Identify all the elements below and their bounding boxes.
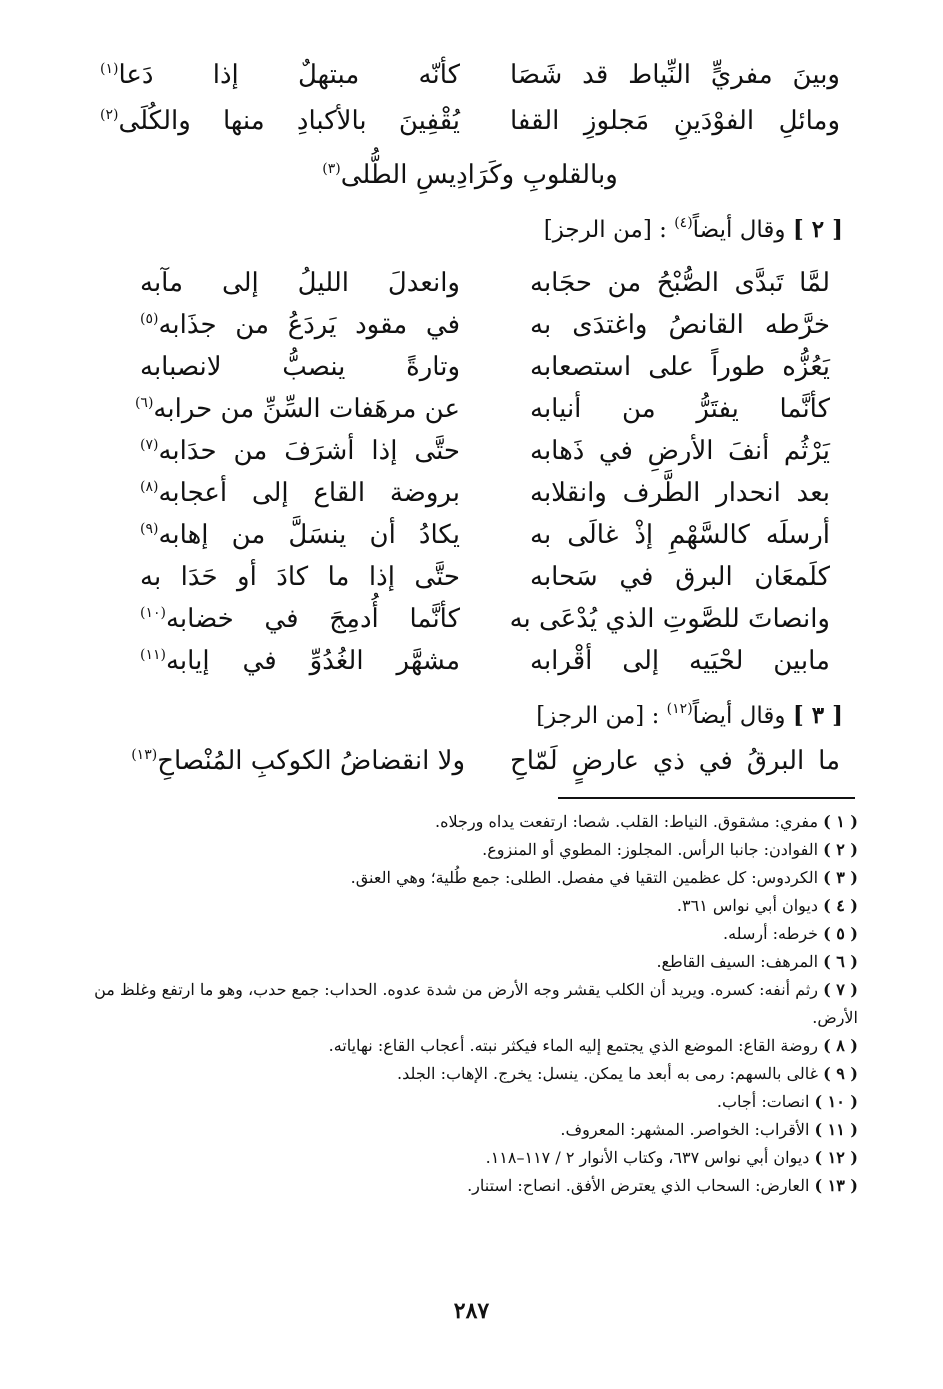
footnote-ref: (٨) (140, 479, 159, 495)
verse (105, 738, 840, 784)
verse (140, 346, 830, 388)
verse-ajz-text: عن مرهَفات السِّنِّ من حرابه (153, 394, 460, 424)
footnote-ref: (١١) (140, 647, 166, 663)
footnote-text: الفوادن: جانبا الرأس. المجلوز: المطوي أو المنزوع. (482, 840, 819, 859)
verse-sadr: مابين لحْيَيه إلى أقْرابه (530, 646, 830, 676)
footnote-ref: (٤) (674, 215, 693, 231)
poem-meter: : [من الرجز] (543, 217, 667, 243)
verse (140, 472, 830, 514)
footnote-ref: (١٣) (131, 747, 158, 763)
closing-line-text: وبالقلوبِ وكَرَادِيسِ الطُّلى (340, 160, 618, 190)
verse-ajz-text: كأنَّما أُدمِجَ في خضابه (165, 604, 460, 634)
footnote-ref: (٢) (100, 107, 119, 123)
verse-sadr: كأنَّما يفتَرُّ من أنيابه (530, 394, 830, 424)
verse-sadr: ومائلِ الفوْدَينِ مَجلوزِ القفا (510, 106, 840, 136)
footnote-text: الأقراب: الخواصر. المشهر: المعروف. (560, 1120, 810, 1139)
footnote-number: ( ٣ ) (823, 868, 858, 887)
footnote-ref: (٥) (140, 311, 159, 327)
verse-ajz (140, 640, 460, 682)
verse-ajz (140, 472, 460, 514)
footnote-text: المرهف: السيف القاطع. (656, 952, 819, 971)
footnote-text: مفري: مشقوق. النياط: القلب. شصا: ارتفعت يداه ورجلاه. (435, 812, 819, 831)
footnote-number: ( ٥ ) (823, 924, 858, 943)
footnote-text: رثم أنفه: كسره. ويريد أن الكلب يقشر وجه الأرض من شدة عدوه. الحداب: جمع حدب، وهو ما ارتفع وغلظ من الأرض. (94, 980, 858, 1027)
footnote-text: روضة القاع: الموضع الذي يجتمع إليه الماء فيكثر نبته. أعجاب القاع: نهاياته. (328, 1036, 819, 1055)
footnote (78, 864, 858, 892)
footnote-ref: (١٠) (140, 605, 166, 621)
footnote-number: ( ١ ) (823, 812, 858, 831)
verse-sadr: خرَّطه القانصُ واغتدَى به (530, 310, 830, 340)
footnote-text: انصات: أجاب. (716, 1092, 810, 1111)
poem-heading (536, 696, 843, 736)
verse (140, 304, 830, 346)
verse (134, 388, 830, 430)
footnote (78, 1172, 858, 1200)
verse-ajz (140, 346, 460, 388)
page-number: ٢٨٧ (453, 1298, 490, 1324)
closing-line (100, 152, 840, 198)
verse (140, 262, 830, 304)
footnote (78, 836, 858, 864)
footnote-ref: (٦) (134, 395, 154, 411)
verse-sadr: أرسلَه كالسَّهْمِ إذْ غالَى به (530, 520, 830, 550)
footnote (78, 1032, 858, 1060)
footnote-number: ( ٢ ) (823, 840, 858, 859)
verse-ajz-text: يكادُ أن ينسَلَّ من إهابه (158, 520, 460, 550)
poem-heading-text: وقال أيضاً (692, 217, 786, 243)
footnote-number: ( ٩ ) (823, 1064, 858, 1083)
footnote-text: ديوان أبي نواس ٣٦١. (676, 896, 819, 915)
footnote-number: ( ١٢ ) (814, 1148, 858, 1167)
footnote-number: ( ١٣ ) (814, 1176, 858, 1195)
verse-ajz-text: مشهَّر الغُدُوِّ في إيابه (165, 646, 460, 676)
footnote-ref: (٧) (140, 437, 159, 453)
verse-ajz-text: يُقْفِينَ بالأكبادِ منها والكُلَى (118, 106, 460, 136)
footnote-text: خرطه: أرسله. (722, 924, 819, 943)
verse-ajz-text: ولا انقضاضُ الكوكبِ المُنْصاحِ (157, 746, 465, 776)
verse-ajz (100, 98, 460, 144)
verse-sadr: ما البرقُ في ذي عارضٍ لَمّاحِ (510, 746, 840, 776)
footnote-text: العارض: السحاب الذي يعترض الأفق. انصاح: استنار. (467, 1176, 810, 1195)
verse-ajz-text: بروضة القاع إلى أعجابه (158, 478, 460, 508)
footnote-number: ( ٨ ) (823, 1036, 858, 1055)
verse (140, 430, 830, 472)
verse-sadr: كلَمعَان البرق في سَحابه (530, 562, 830, 592)
footnote-ref: (٣) (322, 161, 341, 177)
verse-ajz-text: وتارةً ينصبُّ لانصبابه (140, 352, 460, 382)
verse-ajz-text: كأنّه مبتهلٌ إذا دَعا (118, 60, 460, 90)
verse-sadr: وبينَ مفريٍّ النِّياط قد شَصَا (510, 60, 840, 90)
poem-meter: : [من الرجز] (536, 703, 660, 729)
verse-sadr: يَرْثُم أنفَ الأرضِ في ذَهابه (530, 436, 830, 466)
poem-heading (544, 210, 843, 250)
verse-ajz (140, 304, 460, 346)
footnote-ref: (١) (100, 61, 119, 77)
verse-ajz-text: حتَّى إذا ما كادَ أو حَدَا به (140, 562, 460, 592)
footnote (78, 976, 858, 1032)
verse (140, 556, 830, 598)
verse-ajz (140, 598, 460, 640)
verse-ajz (140, 430, 460, 472)
footnote-number: ( ٧ ) (823, 980, 858, 999)
footnote-separator (558, 797, 855, 799)
footnotes (78, 808, 858, 1200)
footnote (78, 892, 858, 920)
verse-ajz (140, 514, 460, 556)
verse (100, 98, 840, 144)
footnote-text: غالى بالسهم: رمى به أبعد ما يمكن. ينسل: يخرج. الإهاب: الجلد. (397, 1064, 819, 1083)
verse-ajz-text: وانعدلَ الليلُ إلى مآبه (140, 268, 460, 298)
verse-ajz (105, 738, 465, 784)
verse (100, 52, 840, 98)
verse-ajz (100, 52, 460, 98)
verse-sadr: بعد انحدار الطَّرف وانقلابه (530, 478, 830, 508)
footnote-number: ( ١١ ) (814, 1120, 858, 1139)
footnote (78, 1144, 858, 1172)
footnote (78, 920, 858, 948)
verse-ajz (140, 262, 460, 304)
footnote (78, 948, 858, 976)
footnote-ref: (١٢) (666, 701, 693, 717)
footnote-ref: (٩) (140, 521, 159, 537)
verse-sadr: لمَّا تَبدَّى الصُّبْحُ من حجَابه (530, 268, 830, 298)
poem-heading-text: وقال أيضاً (692, 703, 786, 729)
footnote-number: ( ٦ ) (823, 952, 858, 971)
verse-sadr: وانصاتَ للصَّوتِ الذي يُدْعَى به (509, 604, 830, 634)
footnote (78, 1088, 858, 1116)
verse-ajz (134, 388, 460, 430)
poem-number: [ ٢ ] (792, 216, 843, 243)
verse-ajz (140, 556, 460, 598)
footnote-text: ديوان أبي نواس ٦٣٧، وكتاب الأنوار ٢ / ١١٧–١١٨. (485, 1148, 810, 1167)
footnote-number: ( ٤ ) (823, 896, 858, 915)
footnote (78, 1116, 858, 1144)
footnote (78, 1060, 858, 1088)
verse (140, 514, 830, 556)
verse (140, 598, 830, 640)
footnote (78, 808, 858, 836)
verse-ajz-text: حتَّى إذا أشرَفَ من حدَابه (158, 436, 460, 466)
footnote-number: ( ١٠ ) (814, 1092, 858, 1111)
footnote-text: الكردوس: كل عظمين التقيا في مفصل. الطلى: جمع طُلية؛ وهي العنق. (350, 868, 819, 887)
verse-sadr: يَعُزُّه طوراً على استصعابه (530, 352, 830, 382)
poem-number: [ ٣ ] (792, 702, 843, 729)
verse-ajz-text: في مقود يَردَعُ من جذَابه (158, 310, 460, 340)
verse (140, 640, 830, 682)
